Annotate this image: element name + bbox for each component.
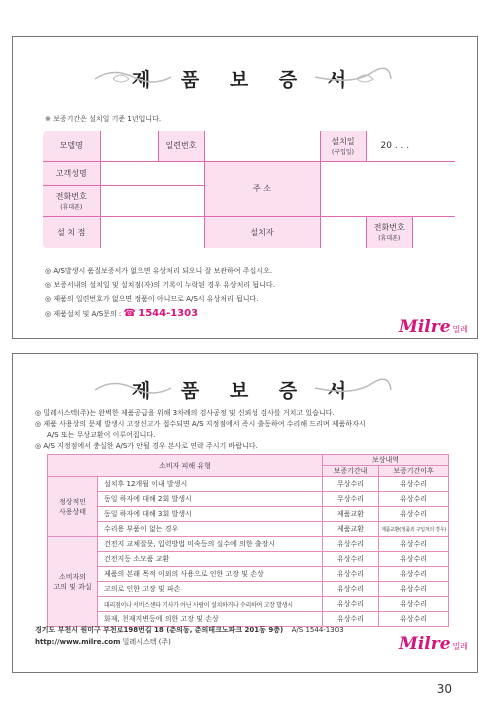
page-number: 30 (436, 682, 452, 696)
card2-note-2: ◎ 제품 사용상의 문제 발생시 고장신고가 접수되면 A/S 지정점에서 즉시 출동하여 수리해 드리며 제품하자시 (35, 420, 366, 428)
header-damage-type: 소비자 피해 유형 (48, 455, 323, 477)
table-row-out: 유상수리 (379, 537, 449, 552)
table-row-out: 유상수리 (379, 597, 449, 612)
model-label: 모델명 (42, 130, 100, 161)
warranty-card-top (12, 36, 478, 339)
milre-logo: Milre 밀레 (399, 634, 468, 654)
card2-note-3: A/S 또는 무상교환이 이루어집니다. (47, 431, 156, 439)
installer-store-field[interactable] (100, 216, 204, 249)
table-row-desc: 동일 하자에 대해 3회 발생시 (98, 507, 323, 522)
model-field[interactable] (100, 130, 158, 161)
table-row-out: 제품교환(정품외 구입처의 경우) (379, 522, 449, 537)
table-row-out: 유상수리 (379, 477, 449, 492)
group-consumer-fault: 소비자의 고의 및 과실 (48, 537, 98, 627)
bullet-2: ◎ 보증서내의 설치일 및 설치점(자)의 기록이 누락된 경우 유상처리 됩니다. (45, 281, 275, 289)
customer-name-field[interactable] (100, 161, 204, 185)
table-row-out: 유상수리 (379, 567, 449, 582)
table-row-in: 유상수리 (323, 567, 379, 582)
card1-title: 제 품 보 증 서 (131, 69, 359, 91)
install-date-field[interactable]: 20 . . . (366, 130, 456, 161)
milre-logo: Milre 밀레 (399, 317, 468, 337)
table-row-in: 유상수리 (323, 597, 379, 612)
table-row-in: 무상수리 (323, 492, 379, 507)
ornament-right-icon (313, 378, 393, 398)
header-compensation: 보상내역 (323, 455, 449, 466)
bullet-4: ◎ 제품설치 및 A/S문의 : (45, 310, 122, 318)
installer-label: 설치자 (204, 216, 320, 249)
ornament-left-icon (93, 67, 173, 87)
table-row-out: 유상수리 (379, 507, 449, 522)
customer-name-label: 고객성명 (42, 161, 100, 185)
table-row-in: 제품교환 (323, 507, 379, 522)
phone2-field[interactable] (413, 217, 456, 248)
table-row-in: 무상수리 (323, 477, 379, 492)
compensation-table (47, 454, 449, 627)
table-row-out: 유상수리 (379, 492, 449, 507)
ornament-left-icon (93, 378, 173, 398)
company-name: 밀레시스텍 (주) (122, 638, 171, 646)
phone-field[interactable] (100, 185, 204, 216)
serial-field[interactable] (204, 130, 320, 161)
ornament-right-icon (313, 67, 393, 87)
bullet-3: ◎ 제품의 일련번호가 없으면 정품이 아니므로 A/S시 유상처리 됩니다. (45, 295, 259, 303)
as-phone: A/S 1544-1303 (291, 626, 344, 634)
address-field[interactable] (320, 161, 456, 216)
table-row-desc: 설치후 12개월 이내 발생시 (98, 477, 323, 492)
serial-label: 일련번호 (158, 130, 204, 161)
group-normal-use: 정상적인 사용상태 (48, 477, 98, 537)
table-row-out: 유상수리 (379, 552, 449, 567)
installer-store-label: 설 치 점 (42, 216, 100, 249)
support-phone-number: 1544-1303 (138, 308, 199, 319)
card2-title: 제 품 보 증 서 (131, 380, 359, 402)
table-row-desc: 대리점이나 서비스센타 기사가 아닌 사람이 설치하거나 수리하여 고장 발생시 (98, 597, 323, 612)
warranty-form (41, 129, 457, 250)
table-row-in: 제품교환 (323, 522, 379, 537)
table-row-out: 유상수리 (379, 612, 449, 627)
installer-field[interactable] (320, 216, 366, 249)
table-row-desc: 화재, 천재지변등에 의한 고장 및 손상 (98, 612, 323, 627)
table-row-desc: 고의로 인한 고장 및 파손 (98, 582, 323, 597)
table-row-desc: 건전지등 소모품 교환 (98, 552, 323, 567)
table-row-in: 유상수리 (323, 537, 379, 552)
warranty-card-bottom (12, 353, 478, 673)
table-row-desc: 제품의 본래 목적 이외의 사용으로 인한 고장 및 손상 (98, 567, 323, 582)
card2-note-1: ◎ 밀레시스텍(주)는 완벽한 제품공급을 위해 3차례의 검사공정 및 신뢰성 검사를 거치고 있습니다. (35, 409, 335, 417)
table-row-desc: 동일 하자에 대해 2회 발생시 (98, 492, 323, 507)
warranty-period-notice: ※ 보증기간은 설치일 기준 1년입니다. (45, 115, 162, 123)
address-label: 주 소 (204, 161, 320, 216)
company-address: 경기도 부천시 원미구 부천로198번길 18 (춘의동, 춘의테크노파크 201동 9층) (35, 626, 284, 634)
table-row-in: 유상수리 (323, 582, 379, 597)
table-row-out: 유상수리 (379, 582, 449, 597)
table-row-in: 유상수리 (323, 612, 379, 627)
card2-note-4: ◎ A/S 지정점에서 충실한 A/S가 안될 경우 본사로 연락 주시기 바랍니다. (35, 442, 258, 450)
phone-icon: ☎ (123, 308, 136, 319)
table-row-desc: 건전지 교체잘못, 입력방법 미숙등의 실수에 의한 출장시 (98, 537, 323, 552)
table-row-desc: 수리용 부품이 없는 경우 (98, 522, 323, 537)
phone-label: 전화번호 (휴대폰) (42, 185, 100, 216)
header-after-period: 보증기간이후 (379, 466, 449, 477)
table-row-in: 유상수리 (323, 552, 379, 567)
install-date-label: 설치일 (구입일) (320, 130, 366, 161)
website-link[interactable]: http://www.milre.com (35, 638, 121, 646)
phone2-label: 전화번호 (휴대폰) (367, 217, 413, 248)
bullet-1: ◎ A/S발생시 품질보증서가 없으면 유상처리 되오니 잘 보관하여 주십시오. (45, 267, 273, 275)
header-within-period: 보증기간내 (323, 466, 379, 477)
